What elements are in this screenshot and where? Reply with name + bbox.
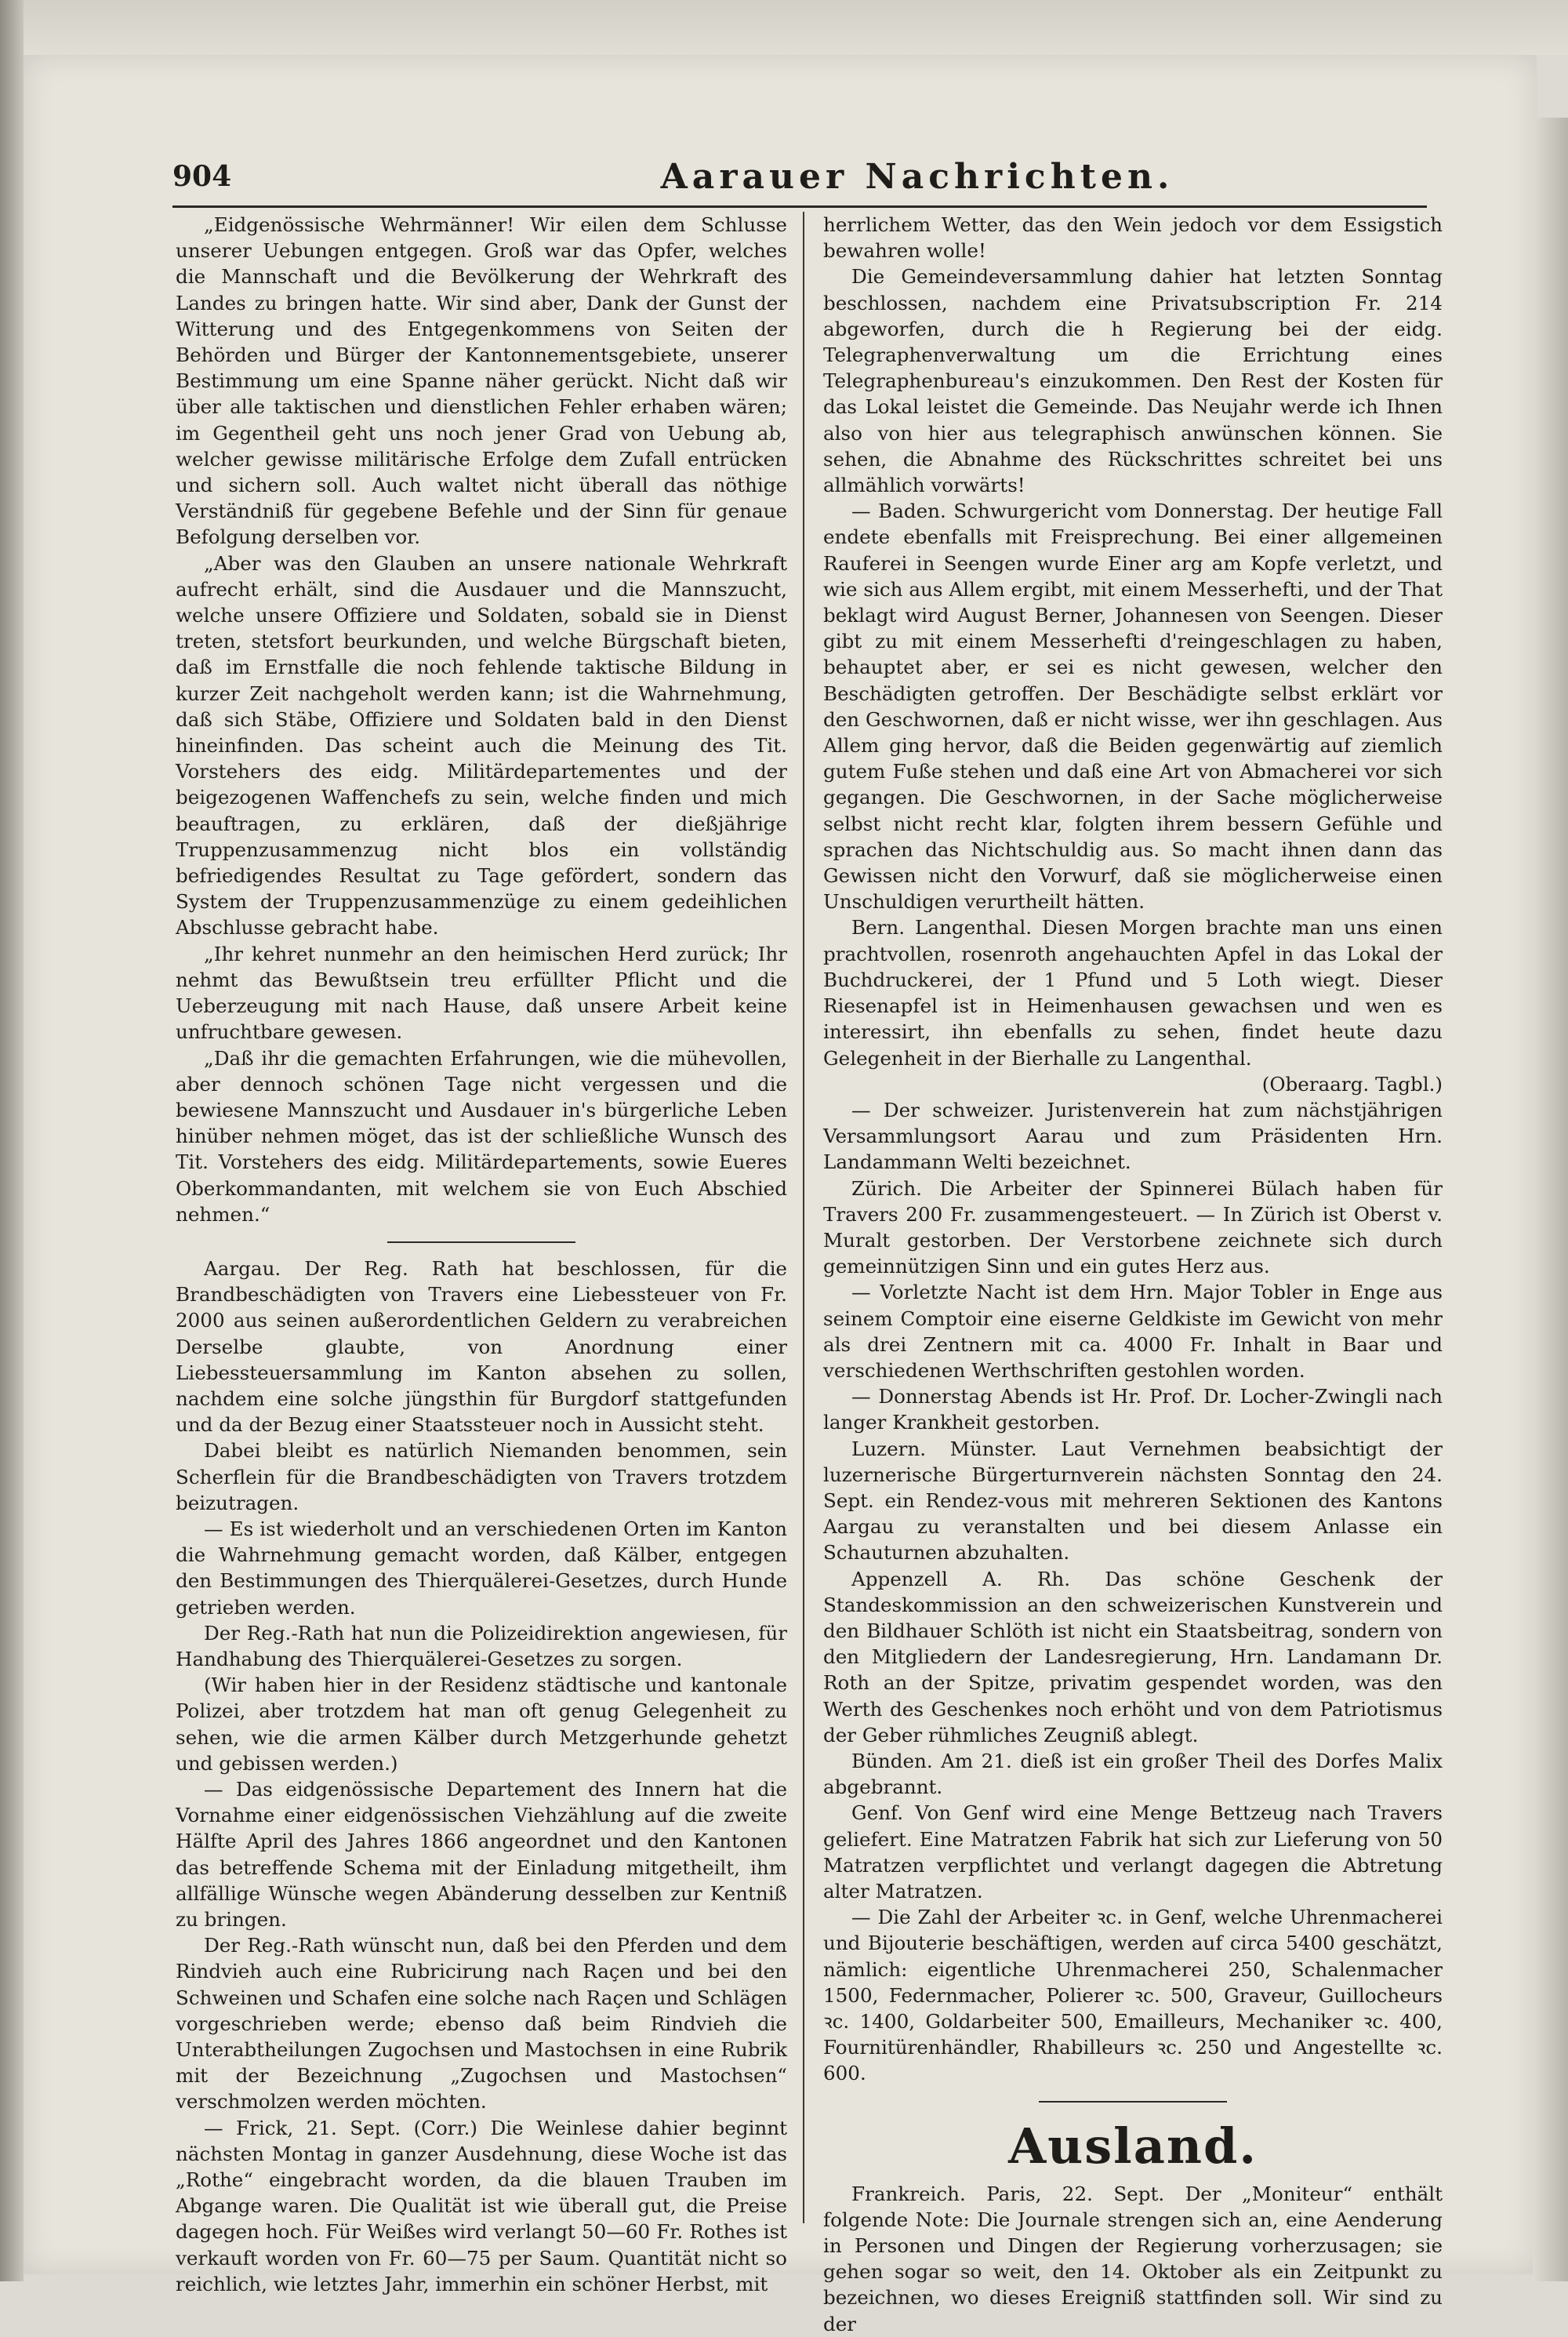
- article-paragraph: Genf. Von Genf wird eine Menge Bettzeug nach Travers geliefert. Eine Matratzen Fabrik hat sich zur Lieferung von 50 Matratzen verpflichtet und verlangt dagegen die Abtretung alter Matratzen.: [823, 1801, 1443, 1903]
- article-paragraph: (Wir haben hier in der Residenz städtische und kantonale Polizei, aber trotzdem hat man oft genug Gelegenheit zu sehen, wie die armen Kälber durch Metzgerhunde gehetzt und gebissen werden.): [176, 1674, 787, 1775]
- article-paragraph: Bern. Langenthal. Diesen Morgen brachte man uns einen prachtvollen, rosenroth angehauchten Apfel in das Lokal der Buchdruckerei, der 1 Pfund und 5 Loth wiegt. Dieser Riesenapfel ist in Heimenhausen gewachsen und wen es interessirt, ihn ebenfalls zu sehen, findet heute dazu Gelegenheit in der Bierhalle zu Langenthal.: [823, 916, 1443, 1070]
- article-paragraph: Der Reg.-Rath hat nun die Polizeidirektion angewiesen, für Handhabung des Thierquälerei-Gesetzes zu sorgen.: [176, 1621, 787, 1670]
- article-paragraph: Bünden. Am 21. dieß ist ein großer Theil des Dorfes Malix abgebrannt.: [823, 1749, 1443, 1799]
- article-paragraph: — Der schweizer. Juristenverein hat zum nächstjährigen Versammlungsort Aarau und zum Präsidenten Hrn. Landammann Welti bezeichnet.: [823, 1098, 1443, 1174]
- article-paragraph: — Es ist wiederholt und an verschiedenen Orten im Kanton die Wahrnehmung gemacht worden, daß Kälber, entgegen den Bestimmungen des Thierquälerei-Gesetzes, durch Hunde getrieben werden.: [176, 1517, 787, 1619]
- article-paragraph: herrlichem Wetter, das den Wein jedoch vor dem Essigstich bewahren wolle!: [823, 213, 1443, 263]
- newspaper-title: Aarauer Nachrichten.: [660, 157, 1174, 197]
- article-paragraph: — Vorletzte Nacht ist dem Hrn. Major Tobler in Enge aus seinem Comptoir eine eiserne Geldkiste im Gewicht von mehr als drei Zentnern mit ca. 4000 Fr. Inhalt in Baar und verschiedenen Werthschriften gestohlen worden.: [823, 1281, 1443, 1382]
- article-paragraph: „Daß ihr die gemachten Erfahrungen, wie die mühevollen, aber dennoch schönen Tage nicht vergessen und die bewiesene Mannszucht und Ausdauer in's bürgerliche Leben hinüber nehmen möget, das ist der schließliche Wunsch des Tit. Vorstehers des eidg. Militärdepartements, sowie Eueres Oberkommandanten, mit welchem sie von Euch Abschied nehmen.“: [176, 1046, 787, 1226]
- article-paragraph: Der Reg.-Rath wünscht nun, daß bei den Pferden und dem Rindvieh auch eine Rubricirung nach Raçen und bei den Schweinen und Schafen eine solche nach Raçen und Schlägen vorgeschrieben werde; ebenso daß beim Rindvieh die Unterabtheilungen Zugochsen und Mastochsen in eine Rubrik mit der Bezeichnung „Zugochsen und Mastochsen“ verschmolzen werden möchten.: [176, 1934, 787, 2113]
- article-paragraph: — Die Zahl der Arbeiter ꝛc. in Genf, welche Uhrenmacherei und Bijouterie beschäftigen, werden auf circa 5400 geschätzt, nämlich: eigentliche Uhrenmacherei 250, Schalenmacher 1500, Federnmacher, Polierer ꝛc. 500, Graveur, Guillocheurs ꝛc. 1400, Goldarbeiter 500, Emailleurs, Mechaniker ꝛc. 400, Fournitürenhändler, Rhabilleurs ꝛc. 250 und Angestellte ꝛc. 600.: [823, 1906, 1443, 2085]
- article-paragraph: — Frick, 21. Sept. (Corr.) Die Weinlese dahier beginnt nächsten Montag in ganzer Ausdehnung, diese Woche ist das „Rothe“ eingebracht worden, da die blauen Trauben im Abgange waren. Die Qualität ist wie überall gut, die Preise dagegen hoch. Für Weißes wird verlangt 50—60 Fr. Rothes ist verkauft worden von Fr. 60—75 per Saum. Quantität nicht so reichlich, wie letztes Jahr, immerhin ein schöner Herbst, mit: [176, 2116, 787, 2295]
- article-paragraph: „Ihr kehret nunmehr an den heimischen Herd zurück; Ihr nehmt das Bewußtsein treu erfüllter Pflicht und die Ueberzeugung mit nach Hause, daß unsere Arbeit keine unfruchtbare gewesen.: [176, 942, 787, 1044]
- page-top-margin: [24, 0, 1568, 55]
- article-paragraph: Aargau. Der Reg. Rath hat beschlossen, für die Brandbeschädigten von Travers eine Liebessteuer von Fr. 2000 aus seinen außerordentlichen Geldern zu verabreichen Derselbe glaubte, von Anordnung einer Liebessteuersammlung im Kanton absehen zu sollen, nachdem eine solche jüngsthin für Burgdorf stattgefunden und da der Bezug einer Staatssteuer noch in Aussicht steht.: [176, 1256, 787, 1437]
- page-number: 904: [172, 160, 232, 193]
- page-header: [172, 157, 1427, 204]
- article-paragraph: — Baden. Schwurgericht vom Donnerstag. Der heutige Fall endete ebenfalls mit Freisprechung. Bei einer allgemeinen Rauferei in Seengen wurde Einer arg am Kopfe verletzt, und wie sich aus Allem ergibt, mit einem Messerhefti, und der That beklagt wird August Berner, Johannesen von Seengen. Dieser gibt zu mit einem Messerhefti d'reingeschlagen zu haben, behauptet aber, er sei es nicht gewesen, welcher den Beschädigten getroffen. Der Beschädigte selbst erklärt vor den Geschwornen, daß er nicht wisse, wer ihn geschlagen. Aus Allem ging hervor, daß die Beiden gegenwärtig auf ziemlich gutem Fuße stehen und daß eine Art von Abmacherei vor sich gegangen. Die Geschwornen, in der Sache möglicherweise selbst nicht recht klar, folgten ihrem bessern Gefühle und sprachen das Nichtschuldig aus. So macht ihnen dann das Gewissen nicht den Vorwurf, daß sie möglicherweise einen Unschuldigen verurtheilt hätten.: [823, 500, 1443, 914]
- section-divider: [387, 1241, 575, 1243]
- article-paragraph: Zürich. Die Arbeiter der Spinnerei Bülach haben für Travers 200 Fr. zusammengesteuert. — In Zürich ist Oberst v. Muralt gestorben. Der Verstorbene zeichnete sich durch gemeinnützigen Sinn und ein gutes Herz aus.: [823, 1176, 1443, 1278]
- article-paragraph: „Aber was den Glauben an unsere nationale Wehrkraft aufrecht erhält, sind die Ausdauer und die Mannszucht, welche unsere Offiziere und Soldaten, sobald sie in Dienst treten, stetsfort beurkunden, und welche Bürgschaft bieten, daß im Ernstfalle die noch fehlende taktische Bildung in kurzer Zeit nachgeholt werden kann; ist die Wahrnehmung, daß sich Stäbe, Offiziere und Soldaten bald in den Dienst hineinfinden. Das scheint auch die Meinung des Tit. Vorstehers des eidg. Militärdepartementes und der beigezogenen Waffenchefs zu sein, welche finden und mich beauftragen, zu erklären, daß der dießjährige Truppenzusammenzug nicht blos ein vollständig befriedigendes Resultat zu Tage gefördert, sondern das System der Truppenzusammenzüge zu einem gedeihlichen Abschlusse gebracht habe.: [176, 551, 787, 940]
- article-paragraph: (Oberaarg. Tagbl.): [1261, 1072, 1443, 1096]
- book-spine-shadow: [0, 0, 24, 2281]
- column-divider: [803, 212, 804, 2223]
- article-paragraph: — Donnerstag Abends ist Hr. Prof. Dr. Locher-Zwingli nach langer Krankheit gestorben.: [823, 1385, 1443, 1434]
- section-heading: Ausland.: [1008, 2117, 1258, 2175]
- page-right-edge: [1533, 118, 1568, 2281]
- article-paragraph: Dabei bleibt es natürlich Niemanden benommen, sein Scherflein für die Brandbeschädigten von Travers trotzdem beizutragen.: [176, 1439, 787, 1514]
- article-paragraph: — Das eidgenössische Departement des Innern hat die Vornahme einer eidgenössischen Viehzählung auf die zweite Hälfte April des Jahres 1866 angeordnet und den Kantonen das betreffende Schema mit der Einladung mitgetheilt, ihm allfällige Wünsche wegen Abänderung desselben zur Kentniß zu bringen.: [176, 1777, 787, 1931]
- article-paragraph: Appenzell A. Rh. Das schöne Geschenk der Standeskommission an den schweizerischen Kunstverein und den Bildhauer Schlöth ist nicht ein Staatsbeitrag, sondern von den Mitgliedern der Landesregierung, Hrn. Landamann Dr. Roth an der Spitze, privatim gespendet worden, was den Werth des Geschenkes noch erhöht und von dem Patriotismus der Geber rühmliches Zeugniß ablegt.: [823, 1567, 1443, 1746]
- right-column: [823, 212, 1443, 2335]
- article-paragraph: Frankreich. Paris, 22. Sept. Der „Moniteur“ enthält folgende Note: Die Journale strengen sich an, eine Aenderung in Personen und Dingen der Regierung vorherzusagen; sie gehen sogar so weit, den 14. Oktober als ein Zeitpunkt zu bezeichnen, wo dieses Ereigniß stattfinden soll. Wir sind zu der: [823, 2182, 1443, 2335]
- article-paragraph: Die Gemeindeversammlung dahier hat letzten Sonntag beschlossen, nachdem eine Privatsubscription Fr. 214 abgeworfen, durch die h Regierung bei der eidg. Telegraphenverwaltung um die Errichtung eines Telegraphenbureau's einzukommen. Den Rest der Kosten für das Lokal leistet die Gemeinde. Das Neujahr werde ich Ihnen also von hier aus telegraphisch anwünschen können. Sie sehen, die Abnahme des Rückschrittes schreitet bei uns allmählich vorwärts!: [823, 265, 1443, 497]
- left-column: [176, 212, 787, 2295]
- header-rule: [172, 205, 1427, 208]
- article-paragraph: „Eidgenössische Wehrmänner! Wir eilen dem Schlusse unserer Uebungen entgegen. Groß war das Opfer, welches die Mannschaft und die Bevölkerung der Wehrkraft des Landes zu bringen hatte. Wir sind aber, Dank der Gunst der Witterung und des Entgegenkommens von Seiten der Behörden und Bürger der Kantonnementsgebiete, unserer Bestimmung um eine Spanne näher gerückt. Nicht daß wir über alle taktischen und dienstlichen Fehler erhaben wären; im Gegentheil geht uns noch jener Grad von Uebung ab, welcher gewisse militärische Erfolge dem Zufall entrücken und sichern soll. Auch waltet nicht überall das nöthige Verständniß für gegebene Befehle und der Sinn für genaue Befolgung derselben vor.: [176, 213, 787, 549]
- section-divider: [1039, 2101, 1227, 2103]
- article-paragraph: Luzern. Münster. Laut Vernehmen beabsichtigt der luzernerische Bürgerturnverein nächsten Sonntag den 24. Sept. ein Rendez-vous mit mehreren Sektionen des Kantons Aargau zu veranstalten und bei diesem Anlasse ein Schauturnen abzuhalten.: [823, 1437, 1443, 1565]
